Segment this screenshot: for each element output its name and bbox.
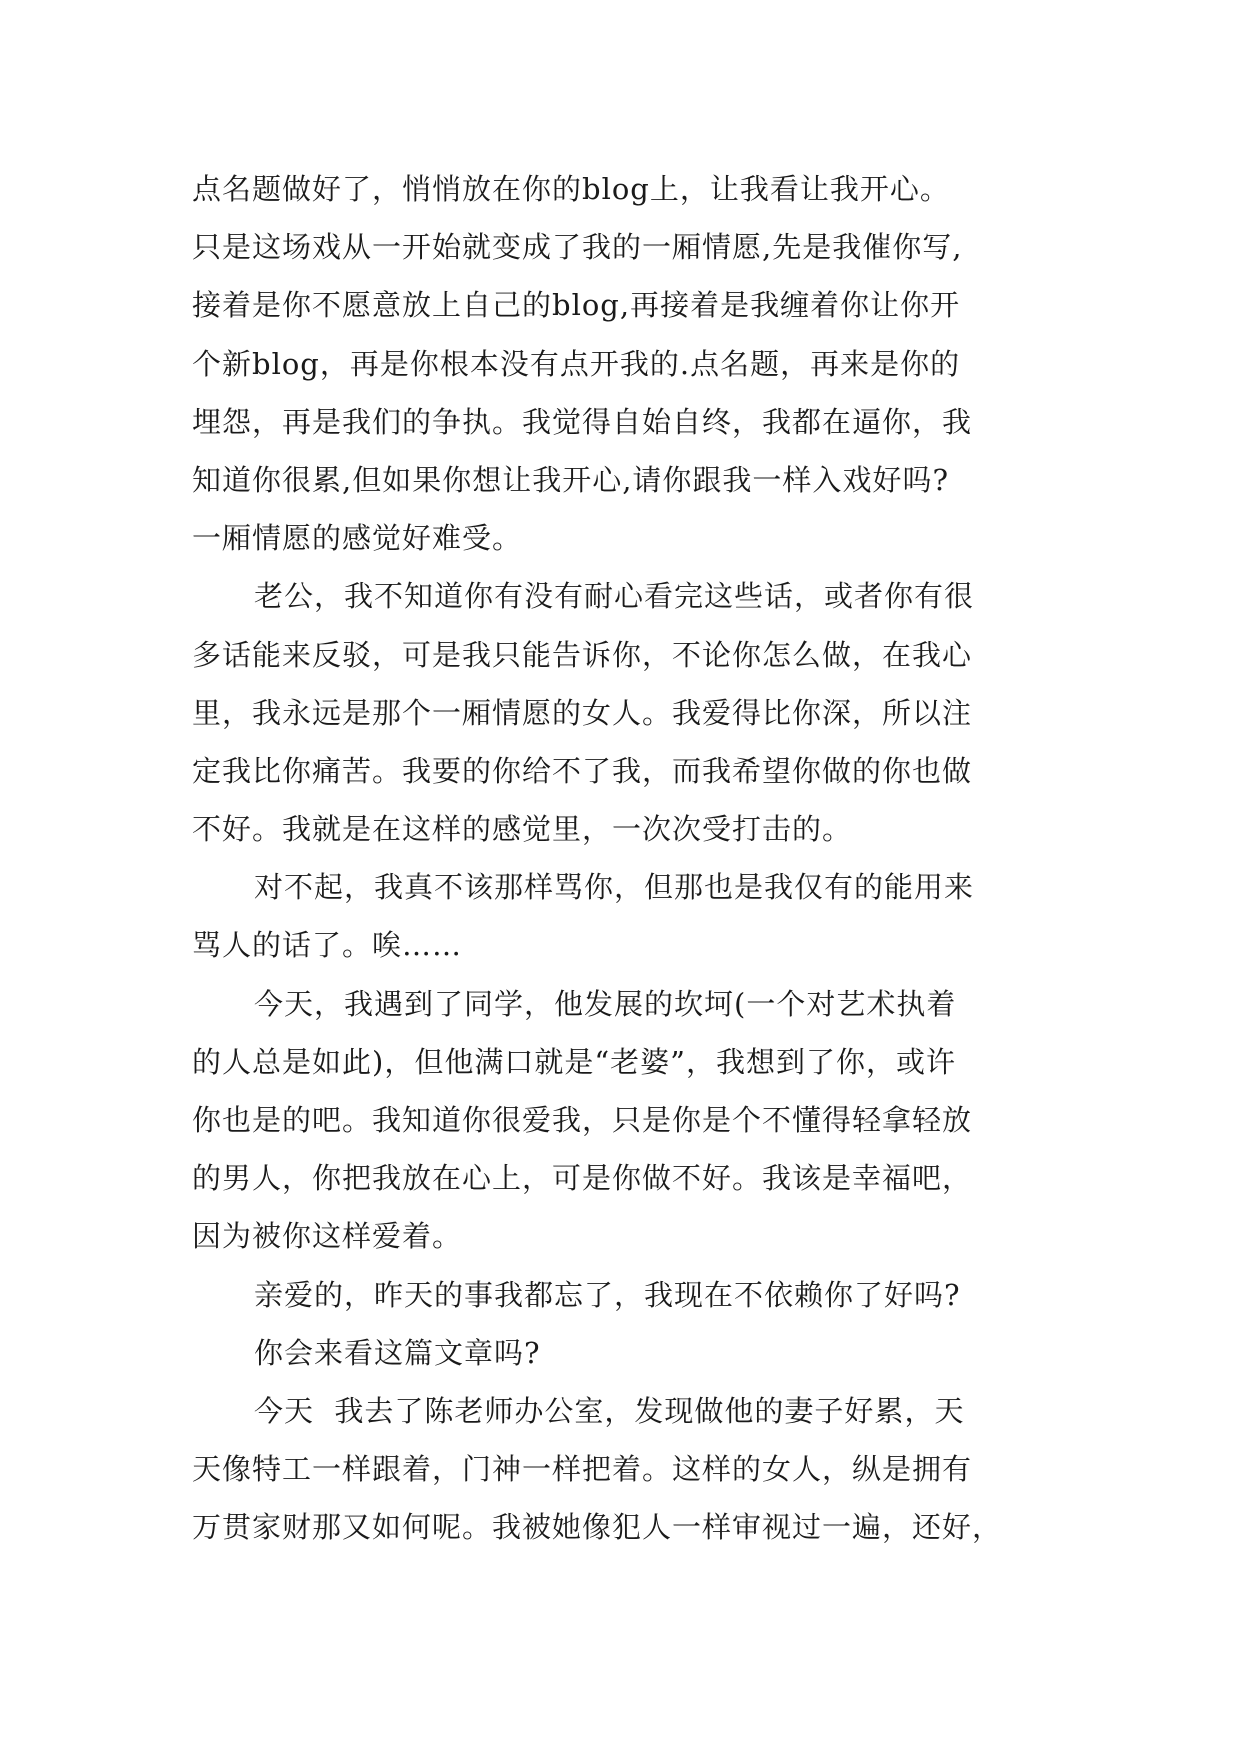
- text-line: 天像特工一样跟着，门神一样把着。这样的女人，纵是拥有: [192, 1452, 973, 1487]
- text-line: 不好。我就是在这样的感觉里，一次次受打击的。: [192, 812, 853, 847]
- text-line: 定我比你痛苦。我要的你给不了我，而我希望你做的你也做: [192, 753, 973, 788]
- paragraph-start-line: 你会来看这篇文章吗?: [254, 1335, 541, 1370]
- text-line: 只是这场戏从一开始就变成了我的一厢情愿,先是我催你写,: [192, 230, 963, 265]
- text-line: 里，我永远是那个一厢情愿的女人。我爱得比你深，所以注: [192, 695, 973, 730]
- text-line: 多话能来反驳，可是我只能告诉你，不论你怎么做，在我心: [192, 637, 973, 672]
- text-line: 一厢情愿的感觉好难受。: [192, 521, 523, 556]
- text-line: 个新blog，再是你根本没有点开我的.点名题，再来是你的: [192, 346, 961, 381]
- paragraph-start-line: 今天 我去了陈老师办公室，发现做他的妻子好累，天: [254, 1393, 965, 1428]
- text-line: 你也是的吧。我知道你很爱我，只是你是个不懂得轻拿轻放: [192, 1103, 973, 1137]
- paragraph-start-line: 对不起，我真不该那样骂你，但那也是我仅有的能用来: [254, 870, 975, 905]
- text-line: 知道你很累,但如果你想让我开心,请你跟我一样入戏好吗?: [192, 462, 949, 497]
- text-line: 万贯家财那又如何呢。我被她像犯人一样审视过一遍，还好，: [192, 1510, 1003, 1545]
- paragraph-start-line: 亲爱的，昨天的事我都忘了，我现在不依赖你了好吗?: [254, 1277, 961, 1312]
- body-text: [192, 160, 1092, 1557]
- paragraph-start-line: 老公，我不知道你有没有耐心看完这些话，或者你有很: [254, 579, 975, 614]
- text-line: 接着是你不愿意放上自己的blog,再接着是我缠着你让你开: [192, 288, 961, 323]
- text-line: 点名题做好了，悄悄放在你的blog上，让我看让我开心。: [192, 172, 950, 206]
- text-line: 骂人的话了。唉……: [192, 928, 463, 963]
- text-line: 因为被你这样爱着。: [192, 1219, 463, 1254]
- text-line: 的男人，你把我放在心上，可是你做不好。我该是幸福吧，: [192, 1161, 973, 1196]
- text-line: 的人总是如此)，但他满口就是“老婆”，我想到了你，或许: [192, 1044, 956, 1079]
- text-line: 埋怨，再是我们的争执。我觉得自始自终，我都在逼你，我: [192, 404, 973, 439]
- paragraph-start-line: 今天，我遇到了同学，他发展的坎坷(一个对艺术执着: [254, 986, 957, 1021]
